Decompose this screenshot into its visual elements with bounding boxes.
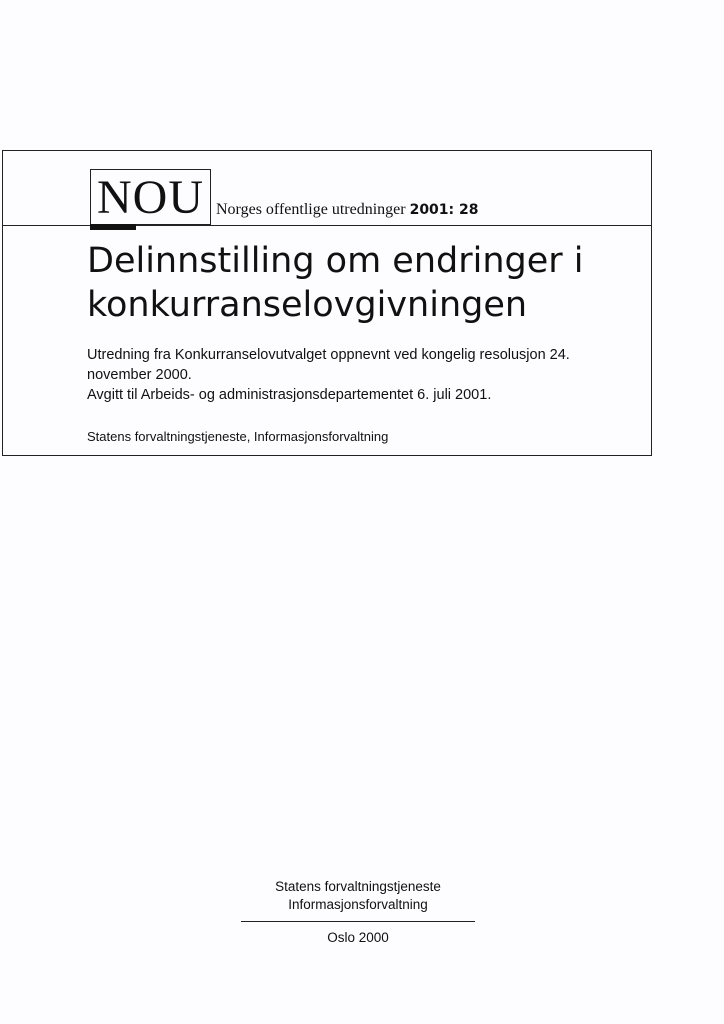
- subtitle-submitted-line: Avgitt til Arbeids- og administrasjonsdepartementet 6. juli 2001.: [87, 387, 492, 403]
- footer-org-line1: Statens forvaltningstjeneste: [275, 879, 441, 894]
- footer-org-line2: Informasjonsforvaltning: [288, 897, 428, 912]
- series-line: [216, 201, 479, 219]
- cover-box: [2, 150, 652, 456]
- document-title: Delinnstilling om endringer i konkurranselovgivningen: [87, 241, 584, 325]
- subtitle-commission-line: Utredning fra Konkurranselovutvalget oppnevnt ved kongelig resolusjon 24. november 2000.: [87, 347, 570, 383]
- nou-logo-box: [90, 169, 211, 225]
- footer-place-year: Oslo 2000: [327, 930, 389, 945]
- nou-logo: NOU: [97, 171, 204, 224]
- nou-logo-underbar: [90, 224, 136, 230]
- document-subtitle: [87, 345, 632, 405]
- series-name: Norges offentlige utredninger: [216, 201, 406, 218]
- footer-divider: [241, 921, 475, 922]
- publisher-footer: [241, 878, 475, 947]
- series-number: 2001: 28: [409, 202, 479, 218]
- publisher-inline: Statens forvaltningstjeneste, Informasjonsforvaltning: [87, 429, 389, 444]
